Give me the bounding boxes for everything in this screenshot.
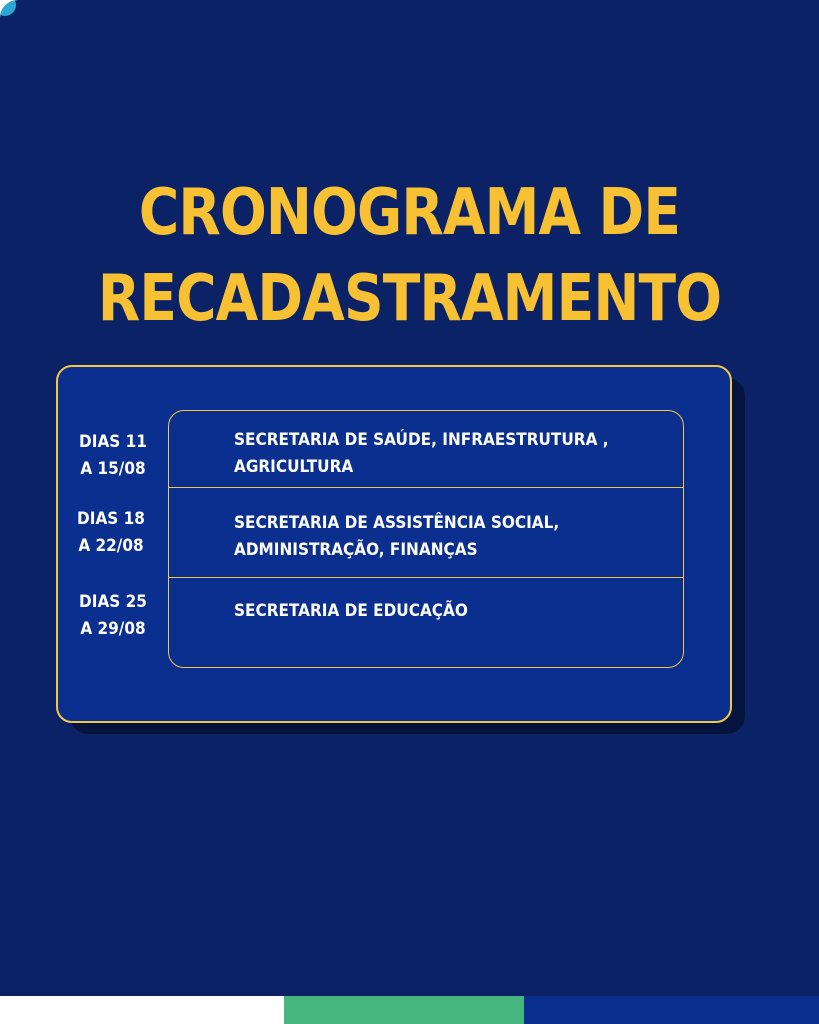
row-divider	[169, 487, 683, 488]
schedule-secretariats-1	[234, 427, 630, 481]
schedule-dates-1	[73, 429, 154, 483]
footer-stripe-blue	[524, 996, 819, 1024]
schedule-dates-2	[71, 506, 152, 560]
row-divider	[169, 577, 683, 578]
corner-accent	[0, 0, 16, 16]
title-line-1: CRONOGRAMA DE	[138, 176, 681, 250]
date-line: DIAS 18	[77, 509, 145, 529]
secretariat-line: ADMINISTRAÇÃO, FINANÇAS	[234, 540, 478, 560]
schedule-secretariats-2	[234, 510, 630, 564]
date-line: A 29/08	[80, 619, 146, 639]
schedule-secretariats-3	[234, 598, 630, 625]
secretariat-line: SECRETARIA DE ASSISTÊNCIA SOCIAL,	[234, 513, 560, 533]
date-line: A 15/08	[80, 459, 146, 479]
secretariat-line: AGRICULTURA	[234, 457, 354, 477]
footer-stripe-green	[284, 996, 524, 1024]
date-line: DIAS 25	[79, 592, 147, 612]
title-line-2: RECADASTRAMENTO	[97, 262, 722, 336]
secretariat-line: SECRETARIA DE SAÚDE, INFRAESTRUTURA ,	[234, 430, 609, 450]
date-line: DIAS 11	[79, 432, 147, 452]
footer-stripe-white	[0, 996, 284, 1024]
secretariat-line: SECRETARIA DE EDUCAÇÃO	[234, 601, 468, 621]
schedule-dates-3	[73, 589, 154, 643]
date-line: A 22/08	[78, 536, 144, 556]
